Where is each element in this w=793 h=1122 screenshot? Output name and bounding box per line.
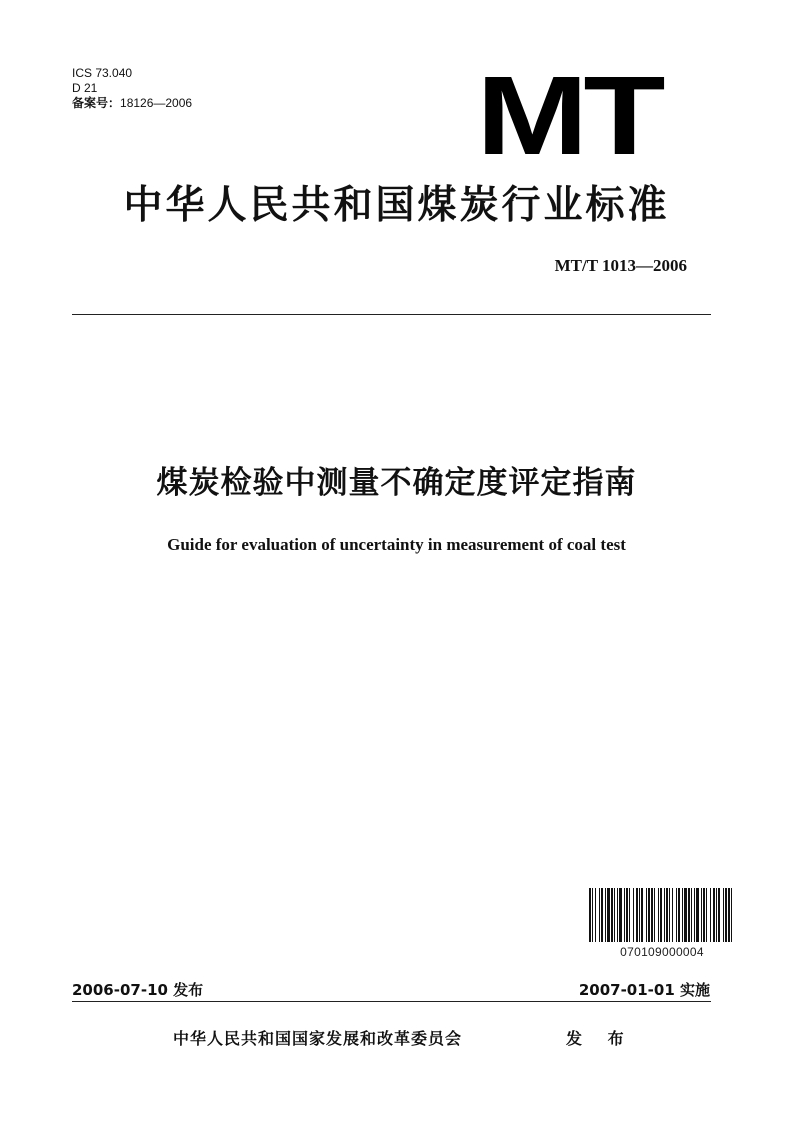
barcode-bar — [592, 888, 593, 942]
barcode-bar — [672, 888, 673, 942]
barcode-bar — [669, 888, 670, 942]
barcode-bar — [619, 888, 622, 942]
barcode-bar — [701, 888, 702, 942]
barcode-bar — [605, 888, 606, 942]
barcode-bar — [676, 888, 677, 942]
barcode-bar — [633, 888, 634, 942]
standard-number: MT/T 1013—2006 — [554, 256, 687, 275]
barcode-bar — [607, 888, 610, 942]
barcode-bar — [648, 888, 650, 942]
filing-number-value: 18126—2006 — [120, 96, 193, 110]
implementation-date: 2007-01-01 实施 — [578, 981, 710, 999]
barcode-bar — [660, 888, 662, 942]
filing-number-label: 备案号： — [72, 96, 121, 110]
barcode-bar — [706, 888, 707, 942]
barcode-bar — [718, 888, 720, 942]
barcode-bar — [636, 888, 638, 942]
barcode-bar — [684, 888, 687, 942]
barcode-bar — [595, 888, 596, 942]
barcode-bar — [651, 888, 653, 942]
barcode-bar — [666, 888, 668, 942]
barcode-bar — [713, 888, 715, 942]
barcode-bar — [599, 888, 600, 942]
footer-divider — [72, 1001, 711, 1002]
classification-code: D 21 — [72, 81, 98, 95]
barcode-bar — [728, 888, 730, 942]
barcode-bar — [723, 888, 724, 942]
barcode-bar — [664, 888, 665, 942]
issue-word: 发 布 — [566, 1029, 634, 1048]
issuing-authority: 中华人民共和国国家发展和改革委员会 — [173, 1029, 463, 1048]
barcode-bar — [688, 888, 690, 942]
document-title-english: Guide for evaluation of uncertainty in measurement of coal test — [167, 535, 626, 554]
barcode-bar — [614, 888, 615, 942]
barcode-bar — [731, 888, 732, 942]
document-title-chinese: 煤炭检验中测量不确定度评定指南 — [156, 465, 637, 501]
barcode-bar — [601, 888, 603, 942]
barcode-number: 070109000004 — [620, 945, 704, 959]
mt-logo: MT — [476, 53, 661, 178]
barcode-bar — [725, 888, 727, 942]
barcode-bar — [611, 888, 613, 942]
barcode-bar — [710, 888, 711, 942]
barcode-bar — [694, 888, 695, 942]
barcode-bar — [703, 888, 705, 942]
barcode-bar — [678, 888, 680, 942]
release-date: 2006-07-10 发布 — [72, 981, 204, 999]
barcode-bar — [589, 888, 591, 942]
barcode-bar — [696, 888, 699, 942]
header-divider — [72, 314, 711, 315]
barcode-bar — [617, 888, 618, 942]
barcode-bar — [682, 888, 683, 942]
ics-code: ICS 73.040 — [72, 66, 133, 80]
standard-organization: 中华人民共和国煤炭行业标准 — [123, 183, 670, 228]
barcode-image — [589, 888, 735, 942]
barcode-bar — [658, 888, 659, 942]
barcode-bar — [624, 888, 625, 942]
barcode-bar — [691, 888, 692, 942]
barcode-bar — [654, 888, 655, 942]
barcode-bar — [626, 888, 628, 942]
barcode-bar — [639, 888, 640, 942]
barcode-bar — [646, 888, 647, 942]
barcode-bar — [716, 888, 717, 942]
filing-number-line — [72, 96, 192, 111]
barcode-bar — [629, 888, 630, 942]
barcode-bar — [641, 888, 643, 942]
